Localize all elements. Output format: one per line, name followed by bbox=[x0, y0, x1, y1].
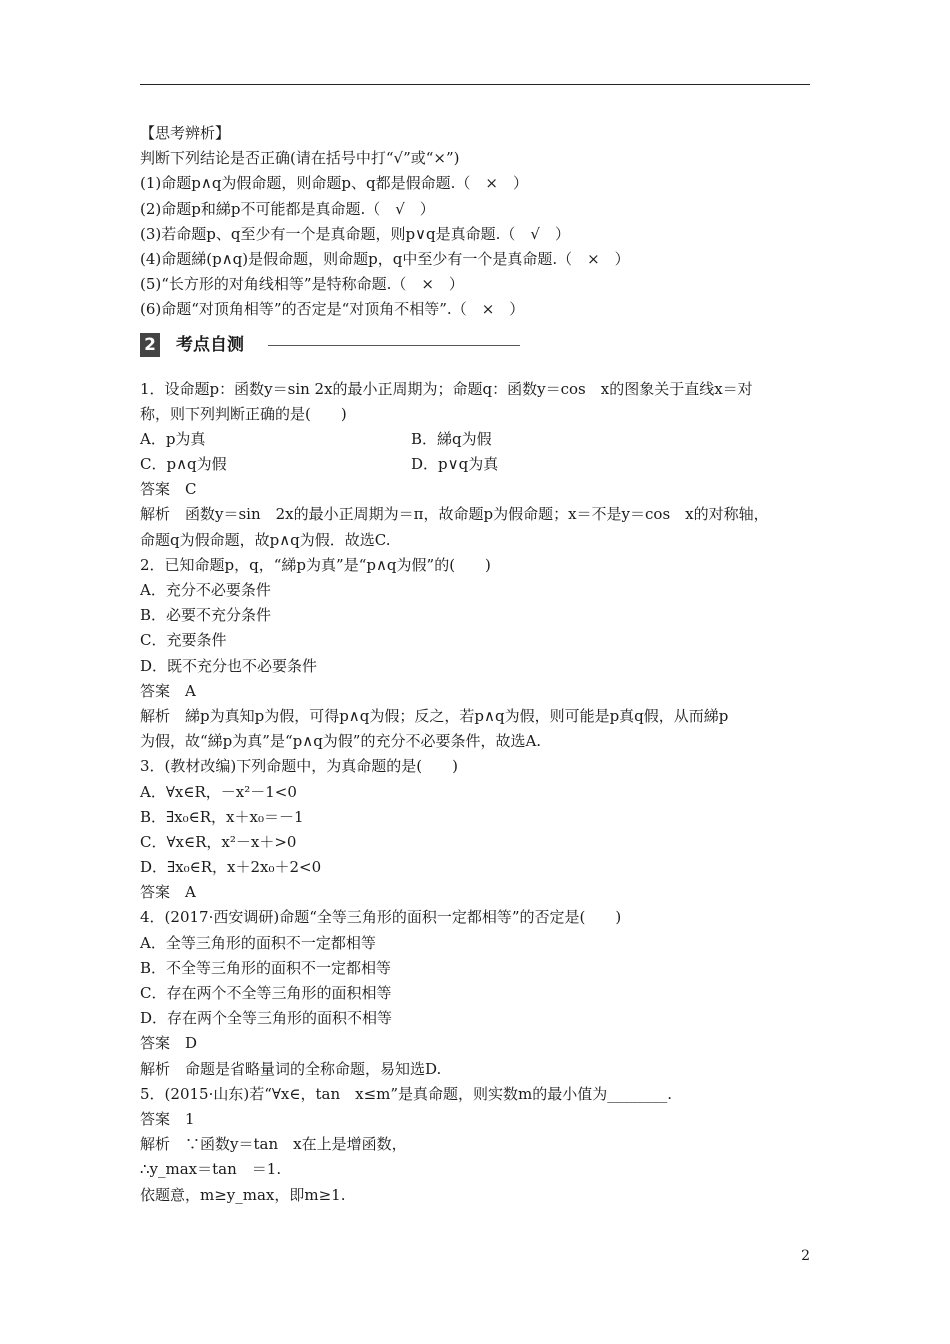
q4-analysis: 解析 命题是省略量词的全称命题，易知选D. bbox=[140, 1059, 442, 1078]
q1-answer: 答案 C bbox=[140, 480, 197, 499]
section-heading bbox=[140, 333, 820, 357]
q2-analysis-line1: 解析 綈p为真知p为假，可得p∧q为假；反之，若p∧q为假，则可能是p真q假，从而綈p bbox=[140, 706, 729, 725]
q2-option-d: D．既不充分也不必要条件 bbox=[140, 656, 318, 675]
q3-option-c: C．∀x∈R，x²－x＋>0 bbox=[140, 832, 297, 851]
q2-option-a: A．充分不必要条件 bbox=[140, 581, 271, 599]
q1-option-a: A．p为真 bbox=[140, 429, 206, 448]
header-rule bbox=[140, 84, 810, 85]
q3-answer: 答案 A bbox=[140, 883, 196, 902]
q4-option-d: D．存在两个全等三角形的面积不相等 bbox=[140, 1009, 393, 1028]
page-number: 2 bbox=[801, 1248, 810, 1264]
q1-analysis-line1: 解析 函数y＝sin 2x的最小正周期为＝π，故命题p为假命题；x＝不是y＝cos x的对称轴， bbox=[140, 505, 769, 524]
q1-option-b: B．綈q为假 bbox=[411, 429, 492, 448]
q1-analysis-line2: 命题q为假命题，故p∧q为假．故选C. bbox=[140, 530, 391, 549]
q4-option-b: B．不全等三角形的面积不一定都相等 bbox=[140, 958, 392, 977]
q4-answer: 答案 D bbox=[140, 1034, 198, 1053]
q2-analysis-line2: 为假，故“綈p为真”是“p∧q为假”的充分不必要条件，故选A. bbox=[140, 732, 542, 751]
q4-stem: 4．(2017·西安调研)命题“全等三角形的面积一定都相等”的否定是( ) bbox=[140, 908, 622, 927]
q2-option-b: B．必要不充分条件 bbox=[140, 606, 272, 625]
q1-options-row1 bbox=[140, 427, 820, 452]
thinking-item: (4)命题綈(p∧q)是假命题，则命题p，q中至少有一个是真命题.（ × ） bbox=[140, 249, 630, 268]
q5-analysis-line2: ∴y_max＝tan ＝1. bbox=[140, 1160, 282, 1179]
q3-option-a: A．∀x∈R，－x²－1<0 bbox=[140, 782, 297, 801]
thinking-item: (5)“长方形的对角线相等”是特称命题.（ × ） bbox=[140, 275, 464, 294]
q1-options-row2 bbox=[140, 452, 820, 477]
q3-stem: 3．(教材改编)下列命题中，为真命题的是( ) bbox=[140, 757, 458, 776]
q2-stem: 2．已知命题p，q，“綈p为真”是“p∧q为假”的( ) bbox=[140, 555, 491, 574]
page-content bbox=[140, 121, 820, 1208]
q5-analysis-line1: 解析 ∵函数y＝tan x在上是增函数， bbox=[140, 1135, 407, 1154]
q1-option-c: C．p∧q为假 bbox=[140, 455, 227, 474]
thinking-item: (3)若命题p、q至少有一个是真命题，则p∨q是真命题.（ √ ） bbox=[140, 224, 570, 243]
q1-option-d: D．p∨q为真 bbox=[411, 455, 499, 474]
section-number: 2 bbox=[140, 333, 160, 357]
section-title: 考点自测 bbox=[176, 334, 244, 355]
q5-answer: 答案 1 bbox=[140, 1109, 195, 1128]
thinking-item: (2)命题p和綈p不可能都是真命题.（ √ ） bbox=[140, 199, 435, 218]
thinking-title: 【思考辨析】 bbox=[140, 124, 231, 142]
thinking-item: (6)命题“对顶角相等”的否定是“对顶角不相等”.（ × ） bbox=[140, 300, 525, 319]
thinking-item: (1)命题p∧q为假命题，则命题p、q都是假命题.（ × ） bbox=[140, 174, 528, 193]
q1-stem-line1: 1．设命题p：函数y＝sin 2x的最小正周期为；命题q：函数y＝cos x的图象关于直线x＝对 bbox=[140, 379, 753, 398]
q2-option-c: C．充要条件 bbox=[140, 631, 227, 650]
q3-option-b: B．∃x₀∈R，x＋x₀＝－1 bbox=[140, 807, 304, 826]
q5-stem: 5．(2015·山东)若“∀x∈，tan x≤m”是真命题，则实数m的最小值为________. bbox=[140, 1084, 673, 1103]
q3-option-d: D．∃x₀∈R，x＋2x₀＋2<0 bbox=[140, 858, 322, 877]
q1-stem-line2: 称，则下列判断正确的是( ) bbox=[140, 404, 347, 423]
q2-answer: 答案 A bbox=[140, 681, 196, 700]
thinking-intro: 判断下列结论是否正确(请在括号中打“√”或“×”) bbox=[140, 149, 460, 168]
q5-analysis-line3: 依题意，m≥y_max，即m≥1. bbox=[140, 1185, 346, 1204]
q4-option-c: C．存在两个不全等三角形的面积相等 bbox=[140, 984, 392, 1002]
q4-option-a: A．全等三角形的面积不一定都相等 bbox=[140, 933, 376, 952]
section-heading-rule bbox=[268, 345, 520, 346]
